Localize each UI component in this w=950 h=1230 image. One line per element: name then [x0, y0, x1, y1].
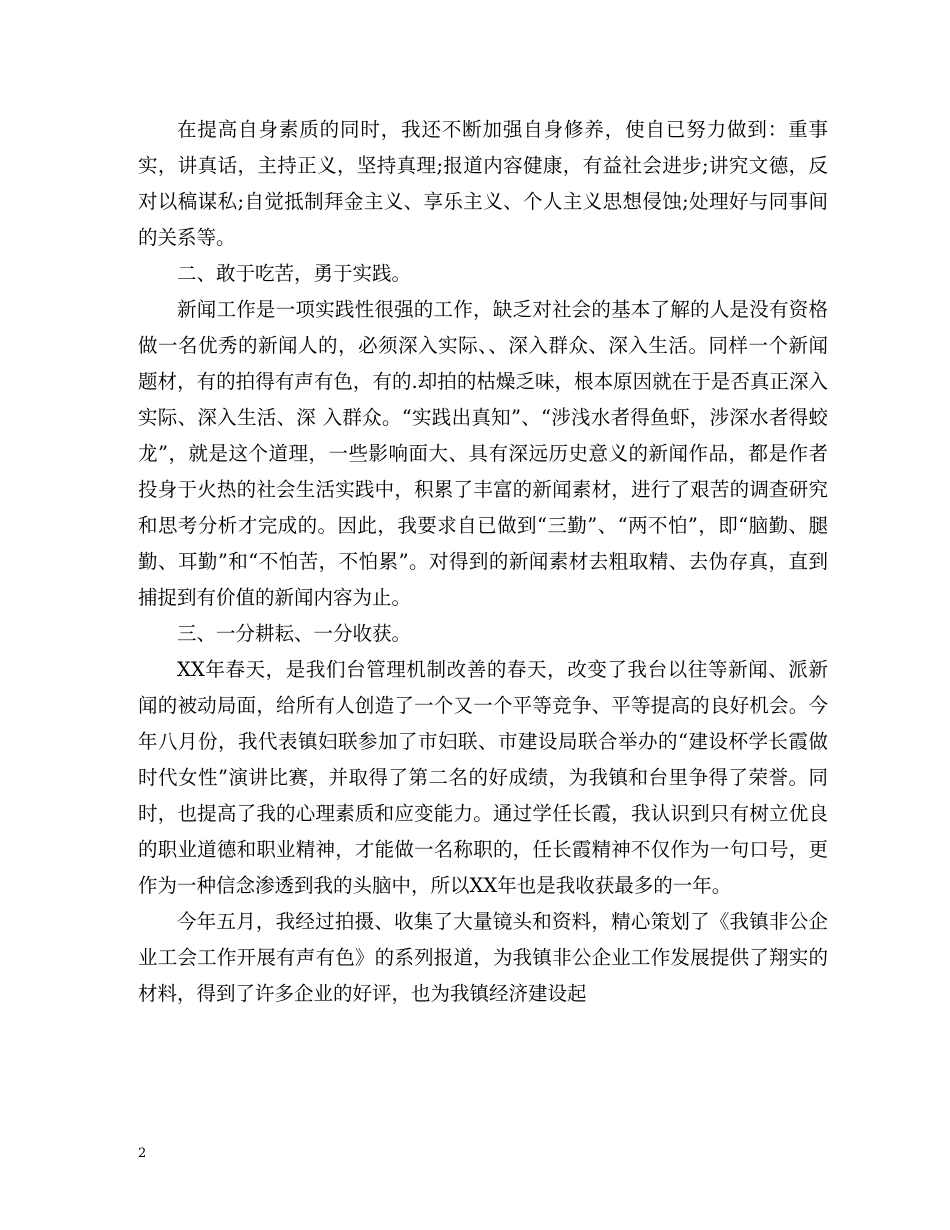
paragraph-may-report: 今年五月，我经过拍摄、收集了大量镜头和资料，精心策划了《我镇非公企业工会工作开展有声有色》的系列报道，为我镇非公企业工作发展提供了翔实的材料，得到了许多企业的好评，也为我镇经济建设起 [138, 910, 828, 1005]
section-heading-harvest: 三、一分耕耘、一分收获。 [177, 622, 412, 645]
page-number: 2 [138, 1146, 147, 1161]
paragraph-news-practice: 新闻工作是一项实践性很强的工作，缺乏对社会的基本了解的人是没有资格做一名优秀的新闻人的，必须深入实际、、深入群众、深入生活。同样一个新闻题材，有的拍得有声有色，有的.却拍的枯燥乏味，根本原因就在于是否真正深入实际、深入生活、深 入群众。“实践出真知”、“涉浅水者得鱼虾，涉深水者得蛟龙”，就是这个道理，一些影响面大、具有深远历史意义的新闻作品，都是作者投身于火热的社会生活实践中，积累了丰富的新闻素材，进行了艰苦的调查研究和思考分析才完成的。因此，我要求自已做到“三勤”、“两不怕”，即“脑勤、腿勤、耳勤”和“不怕苦，不怕累”。对得到的新闻素材去粗取精、去伪存真，直到捕捉到有价值的新闻内容为止。 [138, 298, 828, 609]
document-body [138, 112, 828, 1012]
paragraph-spring-reform: XX年春天，是我们台管理机制改善的春天，改变了我台以往等新闻、派新闻的被动局面，给所有人创造了一个又一个平等竞争、平等提高的良好机会。今年八月份，我代表镇妇联参加了市妇联、市建设局联合举办的“建设杯学长霞做时代女性”演讲比赛，并取得了第二名的好成绩，为我镇和台里争得了荣誉。同时，也提高了我的心理素质和应变能力。通过学任长霞，我认识到只有树立优良的职业道德和职业精神，才能做一名称职的，任长霞精神不仅作为一句口号，更作为一种信念渗透到我的头脑中，所以XX年也是我收获最多的一年。 [138, 658, 828, 897]
section-heading-hard-work: 二、敢于吃苦，勇于实践。 [177, 262, 412, 285]
paragraph-self-cultivation: 在提高自身素质的同时，我还不断加强自身修养，使自已努力做到：重事实，讲真话，主持正义，坚持真理;报道内容健康，有益社会进步;讲究文德，反对以稿谋私;自觉抵制拜金主义、享乐主义、个人主义思想侵蚀;处理好与同事间的关系等。 [138, 118, 828, 249]
